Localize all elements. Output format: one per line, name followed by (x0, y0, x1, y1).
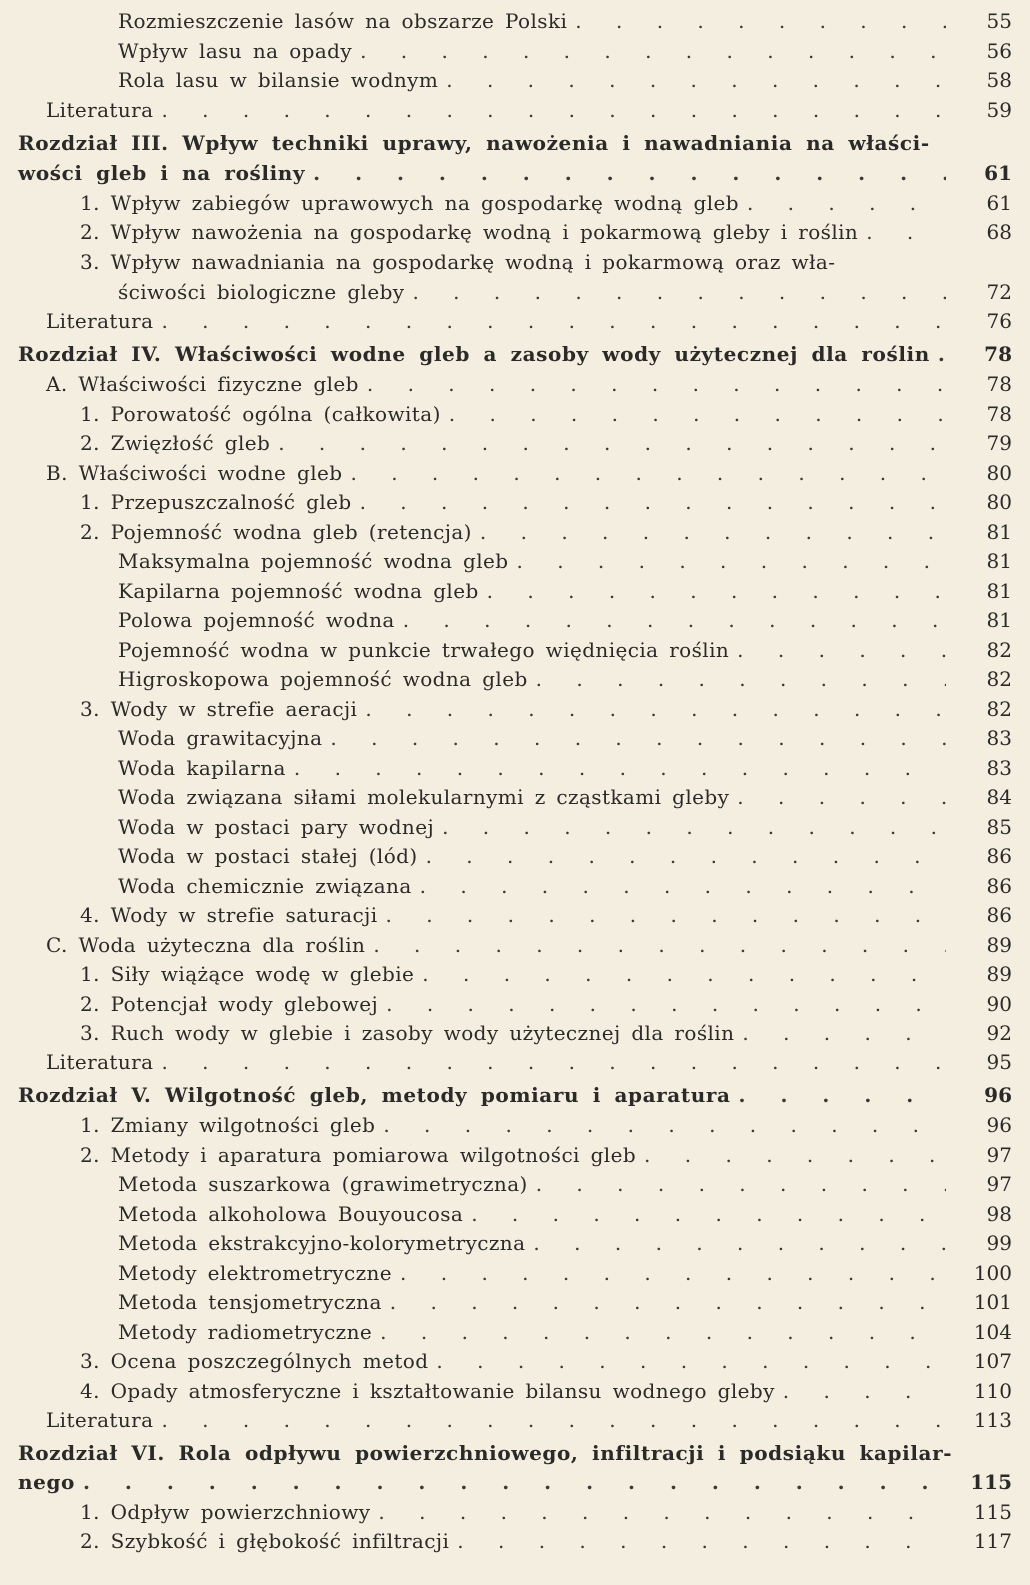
leader-dots (644, 1143, 946, 1167)
toc-entry-literature (46, 1047, 1030, 1077)
leader-dots (373, 933, 946, 957)
page-number: 55 (986, 9, 1012, 33)
entry-title: A. Właściwości fizyczne gleb (46, 372, 359, 396)
entry-title: Metody elektrometryczne (118, 1261, 393, 1285)
leader-dots (365, 697, 946, 721)
page-number: 61 (984, 161, 1012, 185)
toc-entry (118, 664, 1030, 694)
toc-entry (80, 1110, 1030, 1140)
leader-dots (386, 992, 946, 1016)
page-number: 92 (986, 1021, 1012, 1045)
toc-section (46, 369, 1030, 399)
page-number: 83 (986, 726, 1012, 750)
entry-title: Higroskopowa pojemność wodna gleb (118, 667, 528, 691)
toc-entry (80, 1018, 1030, 1048)
entry-title: 4. Opady atmosferyczne i kształtowanie bilansu wodnego gleby (80, 1379, 775, 1403)
page-number: 98 (986, 1202, 1012, 1226)
toc-entry-literature (46, 1405, 1030, 1435)
page-number: 113 (973, 1408, 1012, 1432)
entry-title: Rozmieszczenie lasów na obszarze Polski (118, 9, 568, 33)
toc-entry (118, 723, 1030, 753)
entry-title: 4. Wody w strefie saturacji (80, 903, 378, 927)
leader-dots (457, 1529, 946, 1553)
entry-title: 1. Odpływ powierzchniowy (80, 1500, 371, 1524)
entry-title: 2. Zwięzłość gleb (80, 431, 271, 455)
page-number: 89 (986, 933, 1012, 957)
leader-dots (83, 1470, 946, 1494)
chapter-heading (18, 1467, 1030, 1497)
leader-dots (742, 1021, 946, 1045)
leader-dots (330, 726, 946, 750)
toc-entry (118, 1317, 1030, 1347)
page-number: 68 (986, 220, 1012, 244)
leader-dots (367, 372, 946, 396)
entry-title: Wpływ lasu na opady (118, 39, 353, 63)
leader-dots (294, 756, 946, 780)
entry-title: Woda w postaci stałej (lód) (118, 844, 418, 868)
page-number: 115 (973, 1500, 1012, 1524)
toc-entry (118, 635, 1030, 665)
toc-entry (80, 517, 1030, 547)
entry-title: Metoda alkoholowa Bouyoucosa (118, 1202, 464, 1226)
leader-dots (161, 1408, 946, 1432)
page-number: 115 (970, 1470, 1012, 1494)
page-number: 97 (986, 1172, 1012, 1196)
page-number: 89 (986, 962, 1012, 986)
page-number: 110 (973, 1379, 1012, 1403)
toc-entry (118, 1258, 1030, 1288)
entry-title: C. Woda użyteczna dla roślin (46, 933, 366, 957)
toc-entry (118, 871, 1030, 901)
entry-title: 2. Metody i aparatura pomiarowa wilgotności gleb (80, 1143, 637, 1167)
page-number: 78 (986, 372, 1012, 396)
leader-dots (161, 98, 946, 122)
toc-entry (80, 217, 1030, 247)
chapter-heading (18, 1080, 1030, 1110)
page-number: 96 (986, 1113, 1012, 1137)
leader-dots (360, 490, 946, 514)
entry-title: 3. Ocena poszczególnych metod (80, 1349, 429, 1373)
toc-entry-literature (46, 306, 1030, 336)
toc-entry (80, 959, 1030, 989)
page-number: 117 (973, 1529, 1012, 1553)
leader-dots (161, 309, 946, 333)
entry-title: 2. Szybkość i głębokość infiltracji (80, 1529, 450, 1553)
entry-title: ściwości biologiczne gleby (118, 280, 405, 304)
page-number: 84 (986, 785, 1012, 809)
entry-title: Woda związana siłami molekularnymi z cząstkami gleby (118, 785, 730, 809)
toc-entry (118, 605, 1030, 635)
toc-entry (80, 188, 1030, 218)
chapter-heading (18, 158, 1030, 188)
page-number: 81 (986, 549, 1012, 573)
page-number: 82 (986, 697, 1012, 721)
leader-dots (400, 1261, 946, 1285)
entry-title: Literatura (46, 1050, 154, 1074)
chapter-heading (18, 339, 1030, 369)
page-number: 107 (973, 1349, 1012, 1373)
toc-entry (80, 1140, 1030, 1170)
entry-title: Woda grawitacyjna (118, 726, 323, 750)
page-number: 90 (986, 992, 1012, 1016)
page-number: 81 (986, 579, 1012, 603)
toc-entry (80, 399, 1030, 429)
page-number: 76 (986, 309, 1012, 333)
entry-title: Metoda suszarkowa (grawimetryczna) (118, 1172, 528, 1196)
entry-title: Woda kapilarna (118, 756, 286, 780)
leader-dots (536, 1172, 946, 1196)
chapter-heading (18, 128, 1030, 158)
leader-dots (278, 431, 946, 455)
leader-dots (161, 1050, 946, 1074)
page-number: 95 (986, 1050, 1012, 1074)
toc-entry (118, 6, 1030, 36)
toc-entry (118, 277, 1030, 307)
leader-dots (442, 815, 946, 839)
toc-section (46, 458, 1030, 488)
entry-title: Literatura (46, 1408, 154, 1432)
page-number: 96 (984, 1083, 1012, 1107)
toc-entry (80, 428, 1030, 458)
toc-entry (118, 1199, 1030, 1229)
entry-title: Rola lasu w bilansie wodnym (118, 68, 439, 92)
leader-dots (516, 549, 946, 573)
leader-dots (487, 579, 946, 603)
page-number: 80 (986, 461, 1012, 485)
leader-dots (536, 667, 946, 691)
entry-title: Maksymalna pojemność wodna gleb (118, 549, 509, 573)
entry-title: Pojemność wodna w punkcie trwałego więdnięcia roślin (118, 638, 730, 662)
leader-dots (313, 161, 946, 185)
page-number: 78 (984, 342, 1012, 366)
page-number: 58 (986, 68, 1012, 92)
entry-title: Literatura (46, 309, 154, 333)
toc-entry (80, 900, 1030, 930)
page-number: 86 (986, 903, 1012, 927)
leader-dots (446, 68, 946, 92)
page-number: 83 (986, 756, 1012, 780)
toc-section (46, 930, 1030, 960)
leader-dots (360, 39, 946, 63)
toc-entry (80, 1346, 1030, 1376)
toc-entry (80, 989, 1030, 1019)
toc-entry-literature (46, 95, 1030, 125)
page-number: 56 (986, 39, 1012, 63)
page-number: 80 (986, 490, 1012, 514)
leader-dots (866, 220, 946, 244)
entry-title: Literatura (46, 98, 154, 122)
toc-entry (118, 753, 1030, 783)
toc-entry (118, 1287, 1030, 1317)
chapter-heading (18, 1438, 1030, 1468)
page-number: 78 (986, 402, 1012, 426)
entry-title: Metody radiometryczne (118, 1320, 373, 1344)
toc-entry (118, 841, 1030, 871)
toc-entry (118, 812, 1030, 842)
leader-dots (351, 461, 947, 485)
entry-title: Rozdział V. Wilgotność gleb, metody pomiaru i aparatura (18, 1083, 731, 1107)
leader-dots (471, 1202, 946, 1226)
toc-entry (118, 1169, 1030, 1199)
toc-entry (80, 1497, 1030, 1527)
toc-entry (118, 576, 1030, 606)
entry-title: 2. Pojemność wodna gleb (retencja) (80, 520, 472, 544)
entry-title: Rozdział III. Wpływ techniki uprawy, nawożenia i nawadniania na właści- (18, 131, 930, 155)
page-number: 82 (986, 667, 1012, 691)
page-number: 101 (973, 1290, 1012, 1314)
entry-title: Woda chemicznie związana (118, 874, 412, 898)
leader-dots (412, 280, 946, 304)
leader-dots (737, 638, 946, 662)
toc-entry (80, 1376, 1030, 1406)
leader-dots (380, 1320, 946, 1344)
leader-dots (575, 9, 946, 33)
leader-dots (938, 342, 946, 366)
leader-dots (383, 1113, 946, 1137)
leader-dots (426, 844, 946, 868)
page-number: 97 (986, 1143, 1012, 1167)
leader-dots (420, 874, 946, 898)
toc-entry (80, 247, 1030, 277)
toc-entry (118, 65, 1030, 95)
entry-title: Kapilarna pojemność wodna gleb (118, 579, 479, 603)
toc-entry (118, 1228, 1030, 1258)
entry-title: 1. Porowatość ogólna (całkowita) (80, 402, 441, 426)
toc-entry (80, 487, 1030, 517)
page-number: 86 (986, 874, 1012, 898)
entry-title: wości gleb i na rośliny (18, 161, 306, 185)
leader-dots (449, 402, 946, 426)
leader-dots (783, 1379, 946, 1403)
entry-title: 3. Ruch wody w glebie i zasoby wody użytecznej dla roślin (80, 1021, 735, 1045)
page-number: 81 (986, 608, 1012, 632)
leader-dots (403, 608, 946, 632)
entry-title: 3. Wpływ nawadniania na gospodarkę wodną i pokarmową oraz wła- (80, 250, 836, 274)
leader-dots (390, 1290, 946, 1314)
entry-title: Metoda tensjometryczna (118, 1290, 382, 1314)
leader-dots (737, 785, 946, 809)
entry-title: 1. Siły wiążące wodę w glebie (80, 962, 415, 986)
entry-title: 1. Wpływ zabiegów uprawowych na gospodarkę wodną gleb (80, 191, 739, 215)
page-number: 81 (986, 520, 1012, 544)
page-number: 72 (986, 280, 1012, 304)
entry-title: 3. Wody w strefie aeracji (80, 697, 358, 721)
toc-entry (80, 694, 1030, 724)
leader-dots (747, 191, 946, 215)
toc-entry (118, 546, 1030, 576)
entry-title: 1. Zmiany wilgotności gleb (80, 1113, 376, 1137)
leader-dots (739, 1083, 946, 1107)
leader-dots (436, 1349, 946, 1373)
entry-title: Rozdział VI. Rola odpływu powierzchniowego, infiltracji i podsiąku kapilar- (18, 1441, 953, 1465)
page-number: 79 (986, 431, 1012, 455)
entry-title: 2. Potencjał wody glebowej (80, 992, 379, 1016)
leader-dots (533, 1231, 946, 1255)
entry-title: Woda w postaci pary wodnej (118, 815, 435, 839)
entry-title: B. Właściwości wodne gleb (46, 461, 343, 485)
entry-title: Metoda ekstrakcyjno-kolorymetryczna (118, 1231, 526, 1255)
leader-dots (422, 962, 946, 986)
entry-title: nego (18, 1470, 75, 1494)
page-number: 59 (986, 98, 1012, 122)
leader-dots (378, 1500, 946, 1524)
page-number: 85 (986, 815, 1012, 839)
page-number: 82 (986, 638, 1012, 662)
toc-entry (118, 36, 1030, 66)
leader-dots (386, 903, 947, 927)
toc-entry (118, 782, 1030, 812)
entry-title: 2. Wpływ nawożenia na gospodarkę wodną i pokarmową gleby i roślin (80, 220, 859, 244)
leader-dots (480, 520, 946, 544)
page-number: 86 (986, 844, 1012, 868)
toc-entry (80, 1526, 1030, 1556)
page-number: 100 (973, 1261, 1012, 1285)
page-number: 61 (986, 191, 1012, 215)
page-number: 99 (986, 1231, 1012, 1255)
page-number: 104 (973, 1320, 1012, 1344)
entry-title: 1. Przepuszczalność gleb (80, 490, 352, 514)
entry-title: Rozdział IV. Właściwości wodne gleb a zasoby wody użytecznej dla roślin (18, 342, 930, 366)
entry-title: Polowa pojemność wodna (118, 608, 395, 632)
